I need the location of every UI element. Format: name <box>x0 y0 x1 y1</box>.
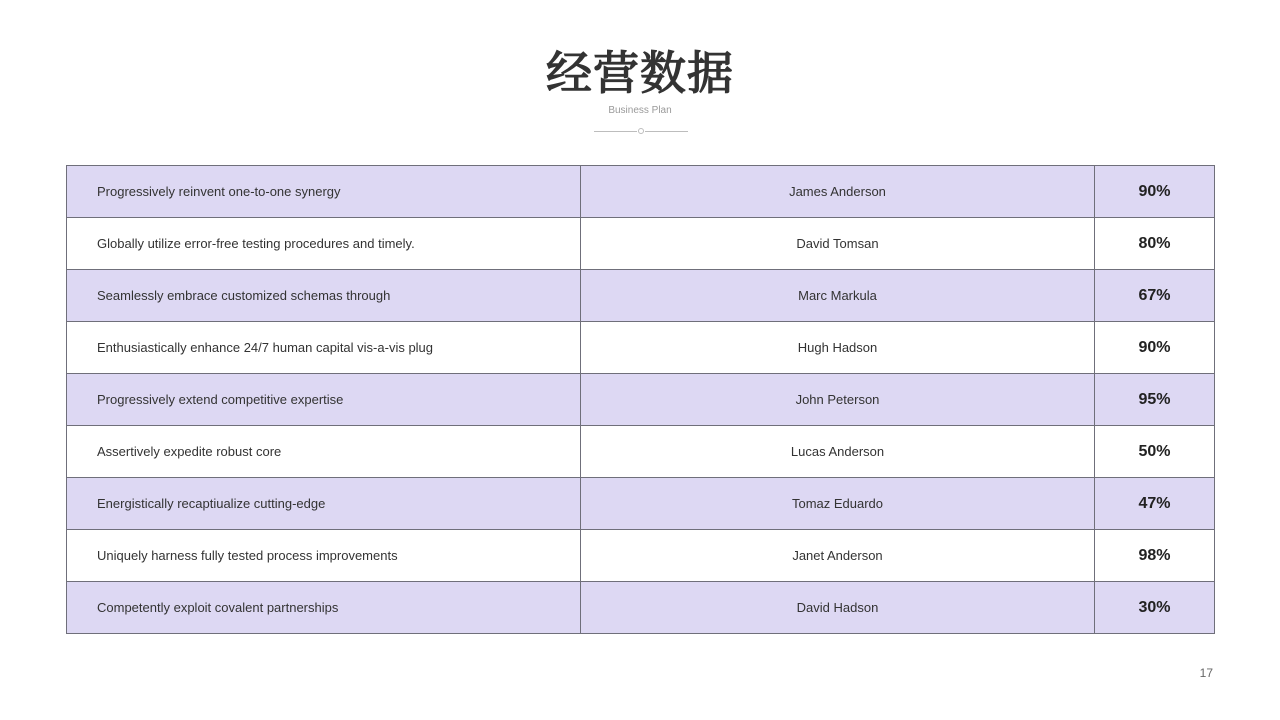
row-description: Energistically recaptiualize cutting-edge <box>67 478 581 530</box>
row-description: Uniquely harness fully tested process improvements <box>67 530 581 582</box>
table-row <box>67 374 1215 426</box>
row-description: Assertively expedite robust core <box>67 426 581 478</box>
row-description: Globally utilize error-free testing procedures and timely. <box>67 218 581 270</box>
table-row <box>67 426 1215 478</box>
table-row <box>67 582 1215 634</box>
divider-line-left <box>594 131 637 132</box>
row-percent: 95% <box>1095 374 1215 426</box>
page-title: 经营数据 <box>546 46 734 100</box>
row-percent: 90% <box>1095 166 1215 218</box>
table-row <box>67 270 1215 322</box>
page-number: 17 <box>1199 666 1213 680</box>
row-name: Hugh Hadson <box>581 322 1095 374</box>
page-subtitle: Business Plan <box>608 105 672 116</box>
table-row <box>67 530 1215 582</box>
divider-line-right <box>645 131 688 132</box>
row-percent: 47% <box>1095 478 1215 530</box>
row-name: Tomaz Eduardo <box>581 478 1095 530</box>
row-percent: 50% <box>1095 426 1215 478</box>
row-name: Janet Anderson <box>581 530 1095 582</box>
row-description: Enthusiastically enhance 24/7 human capital vis-a-vis plug <box>67 322 581 374</box>
row-percent: 67% <box>1095 270 1215 322</box>
row-name: Marc Markula <box>581 270 1095 322</box>
row-description: Seamlessly embrace customized schemas through <box>67 270 581 322</box>
row-name: David Tomsan <box>581 218 1095 270</box>
data-table <box>66 165 1215 634</box>
row-name: James Anderson <box>581 166 1095 218</box>
table-row <box>67 166 1215 218</box>
row-percent: 90% <box>1095 322 1215 374</box>
row-name: John Peterson <box>581 374 1095 426</box>
row-percent: 98% <box>1095 530 1215 582</box>
row-name: David Hadson <box>581 582 1095 634</box>
row-description: Competently exploit covalent partnerships <box>67 582 581 634</box>
table-row <box>67 322 1215 374</box>
row-name: Lucas Anderson <box>581 426 1095 478</box>
row-description: Progressively reinvent one-to-one synergy <box>67 166 581 218</box>
divider-dot <box>638 128 644 134</box>
table-row <box>67 478 1215 530</box>
row-percent: 30% <box>1095 582 1215 634</box>
row-description: Progressively extend competitive expertise <box>67 374 581 426</box>
table-row <box>67 218 1215 270</box>
row-percent: 80% <box>1095 218 1215 270</box>
title-divider <box>594 126 688 136</box>
